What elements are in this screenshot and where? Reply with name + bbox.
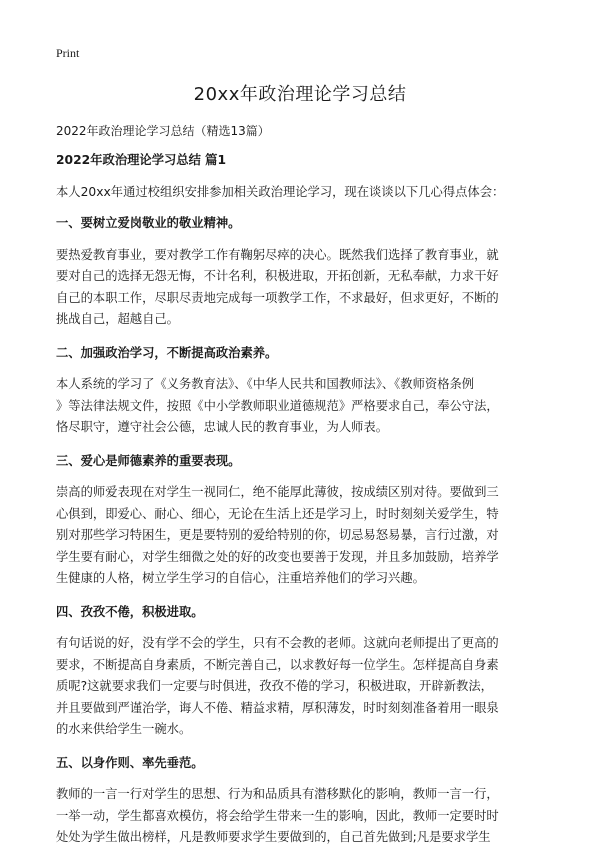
para-4-line: 要求，不断提高自身素质，不断完善自己，以求教好每一位学生。怎样提高自身素 xyxy=(56,657,499,672)
print-label[interactable]: Print xyxy=(56,46,80,60)
page-title: 20xx年政治理论学习总结 xyxy=(193,84,407,105)
heading-4: 四、孜孜不倦，积极进取。 xyxy=(56,604,204,619)
document-body xyxy=(56,150,548,849)
heading-3: 三、爱心是师德素养的重要表现。 xyxy=(56,453,241,468)
heading-1: 一、要树立爱岗敬业的敬业精神。 xyxy=(56,216,241,230)
para-3-line: 崇高的师爱表现在对学生一视同仁，绝不能厚此薄彼，按成绩区别对待。要做到三 xyxy=(56,485,499,499)
para-2-line: 恪尽职守，遵守社会公德，忠诚人民的教育事业，为人师表。 xyxy=(56,420,389,434)
para-3-line: 生健康的人格，树立学生学习的自信心，注重培养他们的学习兴趣。 xyxy=(56,571,425,585)
para-4-line: 的水来供给学生一碗水。 xyxy=(56,722,192,736)
para-3-line: 学生要有耐心，对学生细微之处的好的改变也要善于发现，并且多加鼓励，培养学 xyxy=(56,549,499,564)
para-3-line: 别对那些学习特困生，更是要特别的爱给特别的你，切忌易怒易暴，言行过激，对 xyxy=(56,528,499,542)
para-5-line: 教师的一言一行对学生的思想、行为和品质具有潜移默化的影响，教师一言一行， xyxy=(56,787,499,801)
intro-paragraph: 本人20xx年通过校组织安排参加相关政治理论学习，现在谈谈以下几心得点体会： xyxy=(56,184,505,199)
para-4-line: 质呢?这就要求我们一定要与时俱进，孜孜不倦的学习，积极进取，开辟新教法， xyxy=(56,679,493,693)
para-1-line: 自己的本职工作，尽职尽责地完成每一项教学工作，不求最好，但求更好，不断的 xyxy=(56,290,499,305)
heading-2: 二、加强政治学习，不断提高政治素养。 xyxy=(56,345,278,360)
para-1-line: 要热爱教育事业，要对教学工作有鞠躬尽瘁的决心。既然我们选择了教育事业，就 xyxy=(56,247,499,262)
section-heading: 2022年政治理论学习总结 篇1 xyxy=(56,153,227,167)
para-5-line: 一举一动，学生都喜欢模仿，将会给学生带来一生的影响，因此，教师一定要时时 xyxy=(56,808,499,823)
para-5-line: 处处为学生做出榜样，凡是教师要求学生要做到的，自己首先做到;凡是要求学生 xyxy=(56,830,491,844)
para-4-line: 有句话说的好，没有学不会的学生，只有不会教的老师。这就向老师提出了更高的 xyxy=(56,636,499,650)
para-3-line: 心俱到，即爱心、耐心、细心，无论在生活上还是学习上，时时刻刻关爱学生，特 xyxy=(56,506,499,521)
para-2-line: 本人系统的学习了《义务教育法》、《中华人民共和国教师法》、《教师资格条例 xyxy=(56,377,475,391)
heading-5: 五、以身作则、率先垂范。 xyxy=(56,755,204,770)
para-1-line: 要对自己的选择无怨无悔，不计名利，积极进取，开拓创新，无私奉献，力求干好 xyxy=(56,269,499,283)
para-2-line: 》等法律法规文件，按照《中小学教师职业道德规范》严格要求自己，奉公守法， xyxy=(56,398,499,413)
page-subtitle: 2022年政治理论学习总结（精选13篇） xyxy=(56,124,270,138)
para-4-line: 并且要做到严谨治学，诲人不倦、精益求精，厚积薄发，时时刻刻准备着用一眼泉 xyxy=(56,700,499,715)
para-1-line: 挑战自己，超越自己。 xyxy=(56,312,179,326)
